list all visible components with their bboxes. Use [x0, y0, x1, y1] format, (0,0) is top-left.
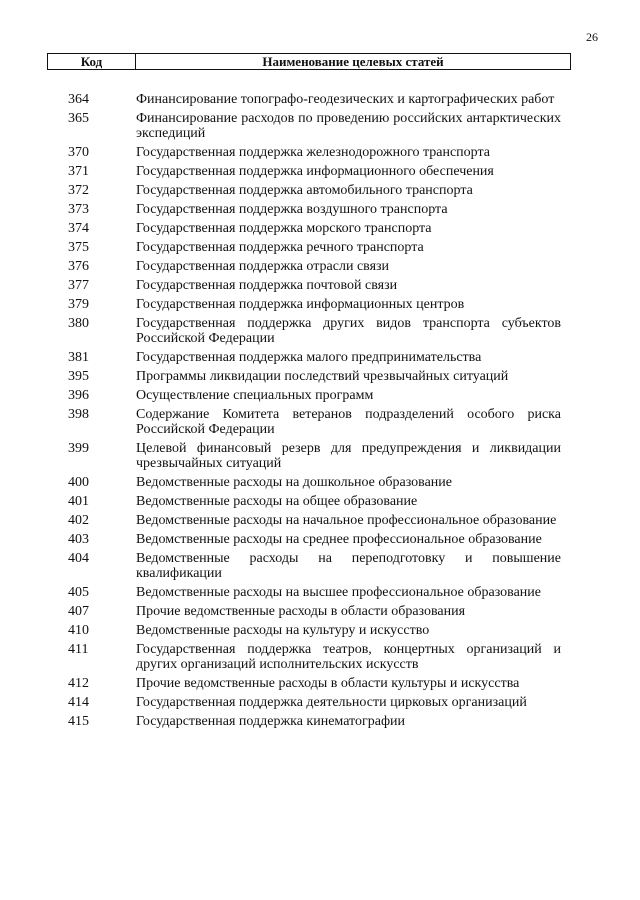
item-code: 381 [68, 350, 89, 365]
list-item [0, 676, 640, 691]
list-item [0, 350, 640, 365]
item-name: Ведомственные расходы на начальное профессиональное образование [136, 513, 557, 528]
header-code-label: Код [48, 54, 136, 69]
item-code: 376 [68, 259, 89, 274]
item-name: Государственная поддержка автомобильного транспорта [136, 183, 473, 198]
list-item [0, 551, 640, 581]
item-code: 377 [68, 278, 89, 293]
item-name: Государственная поддержка железнодорожного транспорта [136, 145, 490, 160]
list-item [0, 369, 640, 384]
list-item [0, 240, 640, 255]
list-item [0, 316, 640, 346]
list-item [0, 202, 640, 217]
list-item [0, 642, 640, 672]
list-item [0, 604, 640, 619]
item-name: Государственная поддержка деятельности цирковых организаций [136, 695, 527, 710]
item-name: Осуществление специальных программ [136, 388, 374, 403]
list-item [0, 585, 640, 600]
list-item [0, 475, 640, 490]
item-name: Государственная поддержка кинематографии [136, 714, 405, 729]
list-item [0, 164, 640, 179]
item-name: Ведомственные расходы на переподготовку и повышение квалификации [136, 551, 561, 581]
item-name: Ведомственные расходы на общее образование [136, 494, 418, 509]
item-code: 403 [68, 532, 89, 547]
item-name: Государственная поддержка малого предпринимательства [136, 350, 482, 365]
list-item [0, 513, 640, 528]
item-code: 364 [68, 92, 89, 107]
list-item [0, 259, 640, 274]
item-name: Государственная поддержка театров, концертных организаций и других организаций исполнительских искусств [136, 642, 561, 672]
item-name: Финансирование расходов по проведению российских антарктических экспедиций [136, 111, 561, 141]
item-code: 400 [68, 475, 89, 490]
item-code: 401 [68, 494, 89, 509]
item-code: 405 [68, 585, 89, 600]
item-name: Целевой финансовый резерв для предупреждения и ликвидации чрезвычайных ситуаций [136, 441, 561, 471]
page-number: 26 [586, 30, 598, 44]
list-item [0, 623, 640, 638]
header-name-label: Наименование целевых статей [262, 54, 444, 69]
item-code: 412 [68, 676, 89, 691]
list-item [0, 494, 640, 509]
item-code: 371 [68, 164, 89, 179]
list-item [0, 441, 640, 471]
list-item [0, 695, 640, 710]
item-name: Ведомственные расходы на высшее профессиональное образование [136, 585, 541, 600]
list-item [0, 111, 640, 141]
item-name: Прочие ведомственные расходы в области образования [136, 604, 466, 619]
table-header [47, 53, 571, 70]
item-name: Прочие ведомственные расходы в области культуры и искусства [136, 676, 520, 691]
item-name: Государственная поддержка информационных центров [136, 297, 465, 312]
list-item [0, 532, 640, 547]
item-code: 370 [68, 145, 89, 160]
item-code: 395 [68, 369, 89, 384]
item-name: Государственная поддержка воздушного транспорта [136, 202, 448, 217]
item-name: Финансирование топографо-геодезических и картографических работ [136, 92, 555, 107]
list-item [0, 714, 640, 729]
list-item [0, 278, 640, 293]
item-code: 396 [68, 388, 89, 403]
item-code: 402 [68, 513, 89, 528]
item-name: Государственная поддержка отрасли связи [136, 259, 390, 274]
budget-items-list [0, 92, 640, 733]
list-item [0, 297, 640, 312]
list-item [0, 407, 640, 437]
item-code: 372 [68, 183, 89, 198]
list-item [0, 388, 640, 403]
item-name: Ведомственные расходы на среднее профессиональное образование [136, 532, 542, 547]
item-name: Государственная поддержка речного транспорта [136, 240, 424, 255]
item-name: Программы ликвидации последствий чрезвычайных ситуаций [136, 369, 509, 384]
item-code: 407 [68, 604, 89, 619]
item-name: Государственная поддержка других видов транспорта субъектов Российской Федерации [136, 316, 561, 346]
item-code: 365 [68, 111, 89, 126]
item-code: 411 [68, 642, 89, 657]
list-item [0, 145, 640, 160]
list-item [0, 183, 640, 198]
item-code: 379 [68, 297, 89, 312]
item-name: Государственная поддержка почтовой связи [136, 278, 398, 293]
item-code: 404 [68, 551, 89, 566]
item-code: 410 [68, 623, 89, 638]
item-code: 414 [68, 695, 89, 710]
list-item [0, 92, 640, 107]
list-item [0, 221, 640, 236]
item-code: 399 [68, 441, 89, 456]
item-code: 380 [68, 316, 89, 331]
item-name: Государственная поддержка информационного обеспечения [136, 164, 494, 179]
item-code: 373 [68, 202, 89, 217]
item-code: 415 [68, 714, 89, 729]
item-name: Государственная поддержка морского транспорта [136, 221, 432, 236]
item-code: 374 [68, 221, 89, 236]
item-name: Ведомственные расходы на дошкольное образование [136, 475, 452, 490]
item-name: Ведомственные расходы на культуру и искусство [136, 623, 430, 638]
item-code: 375 [68, 240, 89, 255]
item-name: Содержание Комитета ветеранов подразделений особого риска Российской Федерации [136, 407, 561, 437]
item-code: 398 [68, 407, 89, 422]
